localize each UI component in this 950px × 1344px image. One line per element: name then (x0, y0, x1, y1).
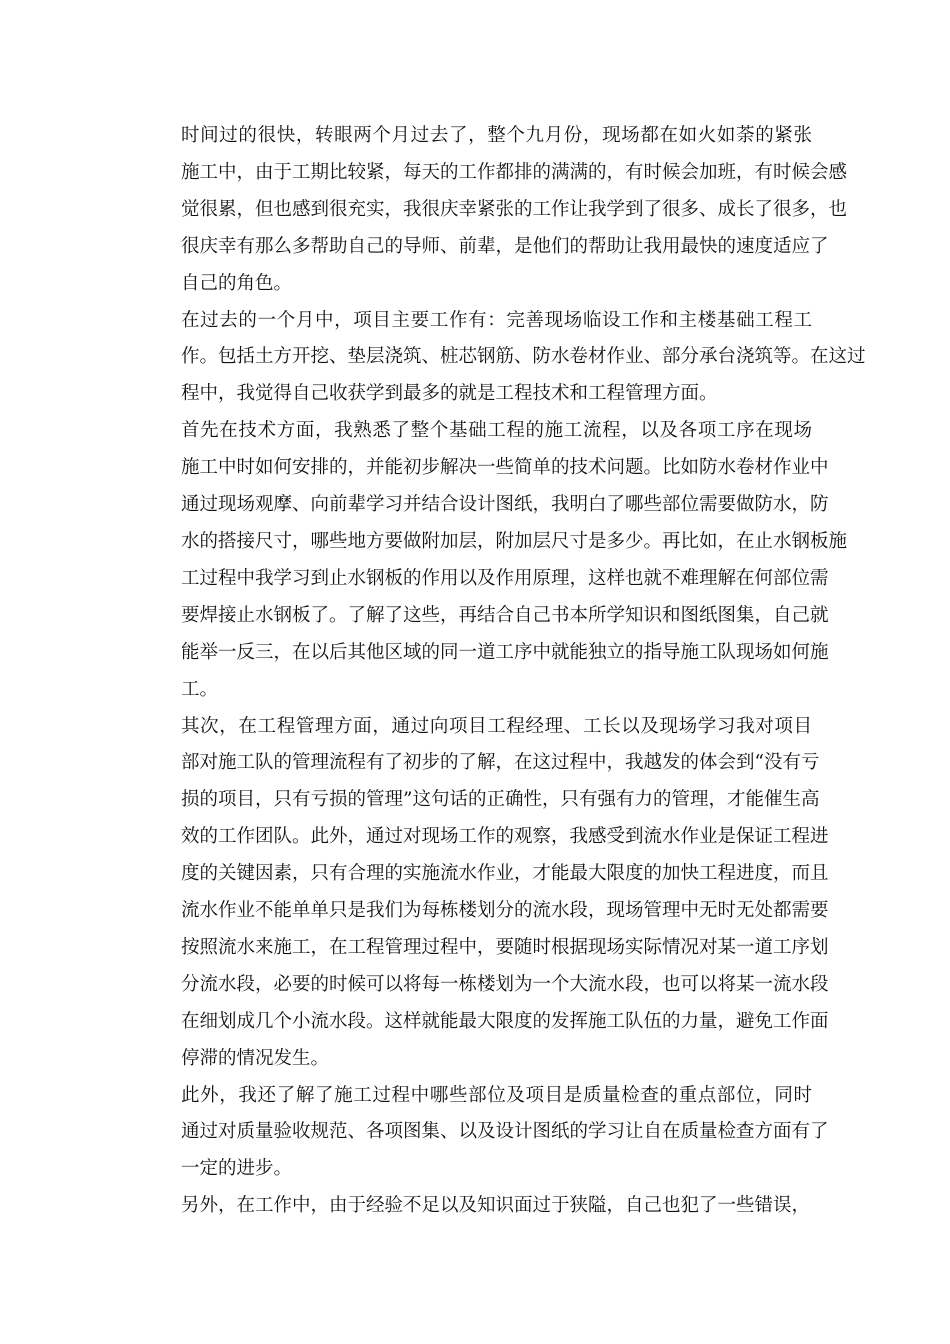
text-line: 分流水段，必要的时候可以将每一栋楼划为一个大流水段，也可以将某一流水段 (181, 973, 829, 995)
text-line: 水的搭接尺寸，哪些地方要做附加层，附加层尺寸是多少。再比如，在止水钢板施 (181, 530, 848, 552)
paragraph (144, 709, 829, 1078)
text-line: 自己的角色。 (181, 272, 293, 294)
text-line: 停滞的情况发生。 (181, 1047, 330, 1069)
text-line: 一定的进步。 (181, 1158, 293, 1180)
text-line: 损的项目，只有亏损的管理”这句话的正确性，只有强有力的管理，才能催生高 (181, 789, 820, 811)
text-line: 另外，在工作中，由于经验不足以及知识面过于狭隘，自己也犯了一些错误， (181, 1195, 811, 1217)
paragraph (144, 413, 848, 708)
text-line: 部对施工队的管理流程有了初步的了解，在这过程中，我越发的体会到“没有亏 (181, 752, 820, 774)
text-line: 工。 (181, 678, 219, 700)
text-line: 在过去的一个月中，项目主要工作有：完善现场临设工作和主楼基础工程工 (181, 309, 812, 331)
text-line: 很庆幸有那么多帮助自己的导师、前辈，是他们的帮助让我用最快的速度适应了 (181, 235, 829, 257)
text-line: 作。包括土方开挖、垫层浇筑、桩芯钢筋、防水卷材作业、部分承台浇筑等。在这过 (181, 346, 866, 368)
text-line: 觉很累，但也感到很充实，我很庆幸紧张的工作让我学到了很多、成长了很多，也 (181, 198, 848, 220)
paragraph (144, 303, 866, 414)
text-line: 其次，在工程管理方面，通过向项目工程经理、工长以及现场学习我对项目 (181, 715, 812, 737)
text-line: 在细划成几个小流水段。这样就能最大限度的发挥施工队伍的力量，避免工作面 (181, 1010, 829, 1032)
text-line: 施工中，由于工期比较紧，每天的工作都排的满满的，有时候会加班，有时候会感 (181, 161, 848, 183)
text-line: 时间过的很快，转眼两个月过去了，整个九月份，现场都在如火如荼的紧张 (181, 125, 812, 146)
text-line: 流水作业不能单单只是我们为每栋楼划分的流水段，现场管理中无时无处都需要 (181, 900, 829, 922)
text-line: 能举一反三，在以后其他区域的同一道工序中就能独立的指导施工队现场如何施 (181, 641, 829, 663)
paragraph (144, 118, 848, 303)
text-line: 通过现场观摩、向前辈学习并结合设计图纸，我明白了哪些部位需要做防水，防 (181, 494, 829, 516)
text-line: 工过程中我学习到止水钢板的作用以及作用原理，这样也就不难理解在何部位需 (181, 567, 829, 589)
text-line: 要焊接止水钢板了。了解了这些，再结合自己书本所学知识和图纸图集，自己就 (181, 604, 829, 626)
text-line: 施工中时如何安排的，并能初步解决一些简单的技术问题。比如防水卷材作业中 (181, 457, 829, 479)
text-line: 效的工作团队。此外，通过对现场工作的观察，我感受到流水作业是保证工程进 (181, 826, 829, 848)
document-body (144, 118, 866, 1225)
text-line: 度的关键因素，只有合理的实施流水作业，才能最大限度的加快工程进度，而且 (181, 863, 829, 885)
paragraph (144, 1078, 829, 1189)
text-line: 首先在技术方面，我熟悉了整个基础工程的施工流程，以及各项工序在现场 (181, 420, 812, 442)
text-line: 通过对质量验收规范、各项图集、以及设计图纸的学习让自在质量检查方面有了 (181, 1121, 829, 1143)
text-line: 此外，我还了解了施工过程中哪些部位及项目是质量检查的重点部位，同时 (181, 1084, 812, 1106)
text-line: 按照流水来施工，在工程管理过程中，要随时根据现场实际情况对某一道工序划 (181, 936, 829, 958)
paragraph (144, 1188, 812, 1225)
text-line: 程中，我觉得自己收获学到最多的就是工程技术和工程管理方面。 (181, 383, 718, 405)
